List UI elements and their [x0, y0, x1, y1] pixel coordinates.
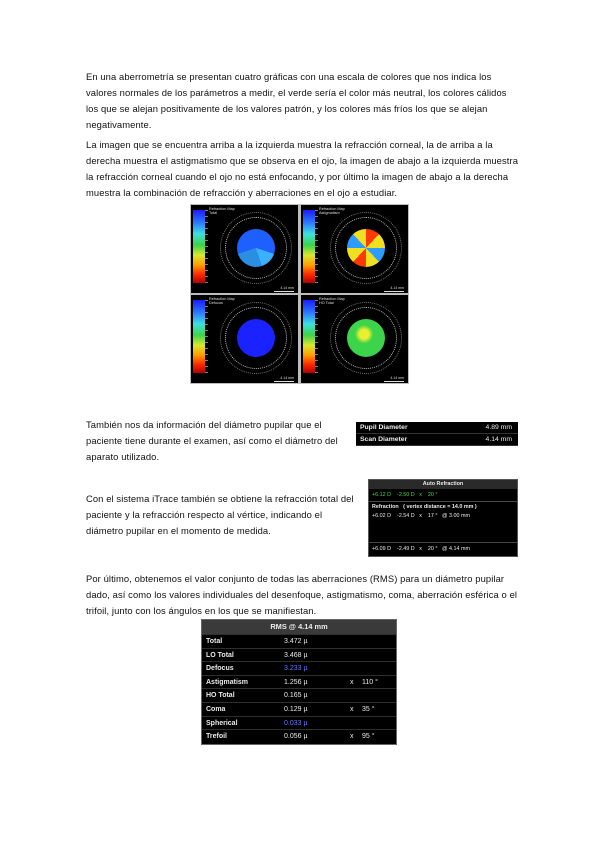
color-scale [193, 300, 205, 373]
color-scale [303, 300, 315, 373]
axis-separator: x [350, 678, 354, 686]
pupil-diameter-panel [356, 422, 518, 446]
color-scale [303, 210, 315, 283]
rms-table [201, 619, 397, 745]
refraction-map-astigmatism [301, 205, 408, 293]
scan-diameter-row [356, 434, 518, 446]
rms-row [202, 675, 396, 690]
map-scale-label: 4.14 mm [280, 376, 294, 380]
rms-row [202, 729, 396, 744]
aberration-value: 3.468 µ [284, 651, 308, 659]
aberration-label: Spherical [206, 719, 238, 727]
refraction-maps-figure [190, 204, 409, 384]
paragraph-pupil-info: También nos da información del diámetro pupilar que el paciente tiene durante el examen, así como el diámetro del aparato utilizado. [86, 419, 338, 462]
rms-row [202, 634, 396, 649]
aberration-value: 0.129 µ [284, 706, 308, 713]
paragraph-refraction: Con el sistema iTrace también se obtiene la refracción total del paciente y la refracción respecto al vértice, indicando el diámetro pupilar en el momento de medida. [86, 493, 354, 536]
aberration-value: 0.056 µ [284, 733, 308, 741]
refraction-map-defocus [191, 295, 298, 383]
aberration-angle: 110 ° [362, 678, 378, 686]
aberration-label: Total [206, 638, 223, 645]
row-label: Scan Diameter [360, 436, 408, 443]
vertex-refraction-header: Refraction ( vertex distance = 14.0 mm ) [372, 504, 477, 510]
rms-row [202, 661, 396, 676]
refraction-map-total [191, 205, 298, 293]
aberration-label: Trefoil [206, 733, 228, 741]
aberration-value: 3.233 µ [284, 665, 308, 673]
pupil-diameter-row [356, 422, 518, 434]
map-scale-label: 4.14 mm [280, 286, 294, 290]
rms-row [202, 702, 396, 717]
rms-row [202, 648, 396, 663]
auto-refraction-value: +6.12 D -2.50 D x 20 ° [372, 492, 438, 498]
panel-title: Auto Refraction [369, 480, 517, 489]
aberration-angle: 95 ° [362, 733, 375, 741]
aberration-label: Coma [206, 706, 226, 713]
rms-row [202, 688, 396, 703]
paragraph-rms: Por último, obtenemos el valor conjunto de todas las aberraciones (RMS) para un diámetro pupilar dado, así como los valores individuales del desenfoque, astigmatismo, coma, aberración esférica o el trifoil, junto con los ángulos en los que se manifiestan. [86, 573, 518, 616]
auto-refraction-panel [368, 479, 518, 557]
aberration-value: 1.256 µ [284, 678, 308, 686]
map-title: Refraction Map Total [209, 207, 235, 216]
aberration-label: HO Total [206, 692, 235, 700]
refraction-414mm: +6.09 D -2.49 D x 20 ° @ 4.14 mm [372, 546, 470, 552]
axis-separator: x [350, 706, 354, 713]
aberration-label: Defocus [206, 665, 234, 673]
axis-separator: x [350, 733, 354, 741]
refraction-map-ho-total [301, 295, 408, 383]
row-value: 4.14 mm [485, 436, 512, 443]
map-title: Refraction Map HO Total [319, 297, 345, 306]
row-label: Pupil Diameter [360, 424, 408, 431]
map-scale-label: 4.14 mm [390, 376, 404, 380]
refraction-disc [347, 319, 385, 357]
map-scale-label: 4.14 mm [390, 286, 404, 290]
rms-title: RMS @ 4.14 mm [202, 620, 396, 634]
refraction-disc [237, 319, 275, 357]
paragraph-maps-description: La imagen que se encuentra arriba a la izquierda muestra la refracción corneal, la de arriba a la derecha muestra el astigmatismo que se observa en el ojo, la imagen de abajo a la izquierda muestra la refracción corneal cuando el ojo no está enfocando, y por último la imagen de abajo a la derecha muestra la combinación de refracción y aberraciones en el ojo a estudiar. [86, 139, 519, 198]
map-title: Refraction Map Astigmatism [319, 207, 345, 216]
aberration-value: 3.472 µ [284, 638, 308, 645]
row-value: 4.89 mm [485, 424, 512, 431]
aberration-label: LO Total [206, 651, 234, 659]
aberration-value: 0.165 µ [284, 692, 308, 700]
paragraph-intro: En una aberrometría se presentan cuatro gráficas con una escala de colores que nos indica los valores normales de los parámetros a medir, el verde sería el color más neutral, los colores cálidos los que se alejan positivamente de los valores patrón, y los colores más fríos los que se alejan negativamente. [86, 71, 507, 130]
refraction-disc [347, 229, 385, 267]
aberration-label: Astigmatism [206, 678, 249, 686]
color-scale [193, 210, 205, 283]
refraction-3mm: +6.02 D -2.54 D x 17 ° @ 3.00 mm [372, 513, 470, 519]
refraction-disc [237, 229, 275, 267]
map-title: Refraction Map Defocus [209, 297, 235, 306]
aberration-value: 0.033 µ [284, 719, 308, 727]
rms-row [202, 716, 396, 731]
aberration-angle: 35 ° [362, 706, 375, 713]
